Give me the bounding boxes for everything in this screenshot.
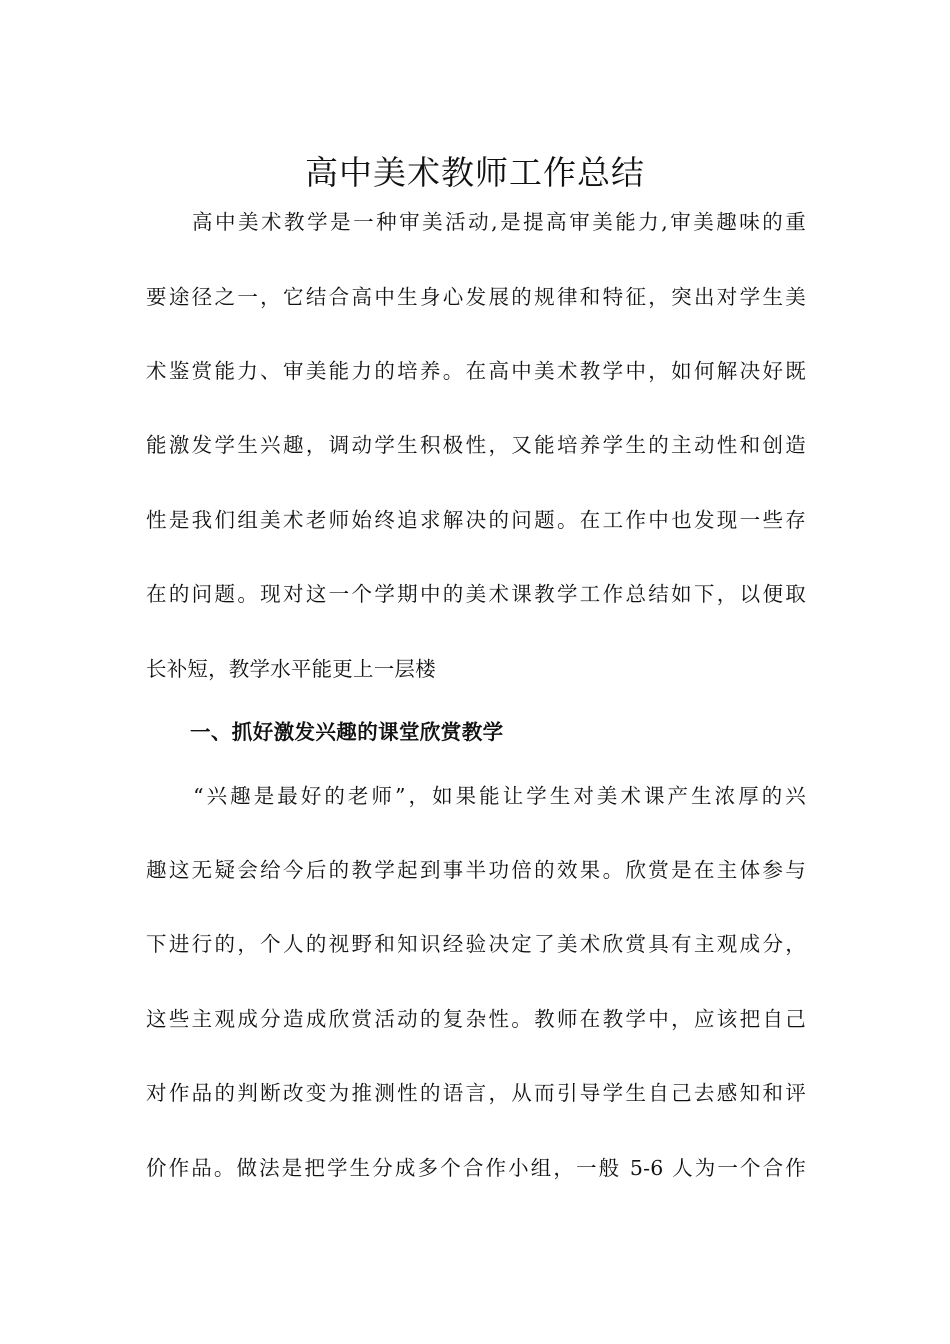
paragraph-2-line-2: 趣这无疑会给今后的教学起到事半功倍的效果。欣赏是在主体参与: [146, 858, 806, 882]
paragraph-2-line-3: 下进行的，个人的视野和知识经验决定了美术欣赏具有主观成分，: [146, 932, 806, 956]
paragraph-1-line-2: 要途径之一，它结合高中生身心发展的规律和特征，突出对学生美: [146, 285, 806, 309]
paragraph-1-line-3: 术鉴赏能力、审美能力的培养。在高中美术教学中，如何解决好既: [146, 359, 806, 383]
paragraph-2-line-5: 对作品的判断改变为推测性的语言，从而引导学生自己去感知和评: [146, 1081, 806, 1105]
section-1-heading: 一、抓好激发兴趣的课堂欣赏教学: [190, 720, 504, 744]
paragraph-2-line-4: 这些主观成分造成欣赏活动的复杂性。教师在教学中，应该把自己: [146, 1007, 806, 1031]
document-title: 高中美术教师工作总结: [305, 153, 645, 193]
paragraph-2-line-1: “兴趣是最好的老师”，如果能让学生对美术课产生浓厚的兴: [146, 784, 806, 808]
paragraph-1-line-7: 长补短，教学水平能更上一层楼: [146, 657, 436, 681]
paragraph-1-line-1: 高中美术教学是一种审美活动,是提高审美能力,审美趣味的重: [146, 210, 806, 234]
paragraph-1-line-6: 在的问题。现对这一个学期中的美术课教学工作总结如下，以便取: [146, 582, 806, 606]
paragraph-1-line-4: 能激发学生兴趣，调动学生积极性，又能培养学生的主动性和创造: [146, 433, 806, 457]
paragraph-2-line-6: 价作品。做法是把学生分成多个合作小组，一般 5-6 人为一个合作: [146, 1156, 806, 1180]
paragraph-1-line-5: 性是我们组美术老师始终追求解决的问题。在工作中也发现一些存: [146, 508, 806, 532]
